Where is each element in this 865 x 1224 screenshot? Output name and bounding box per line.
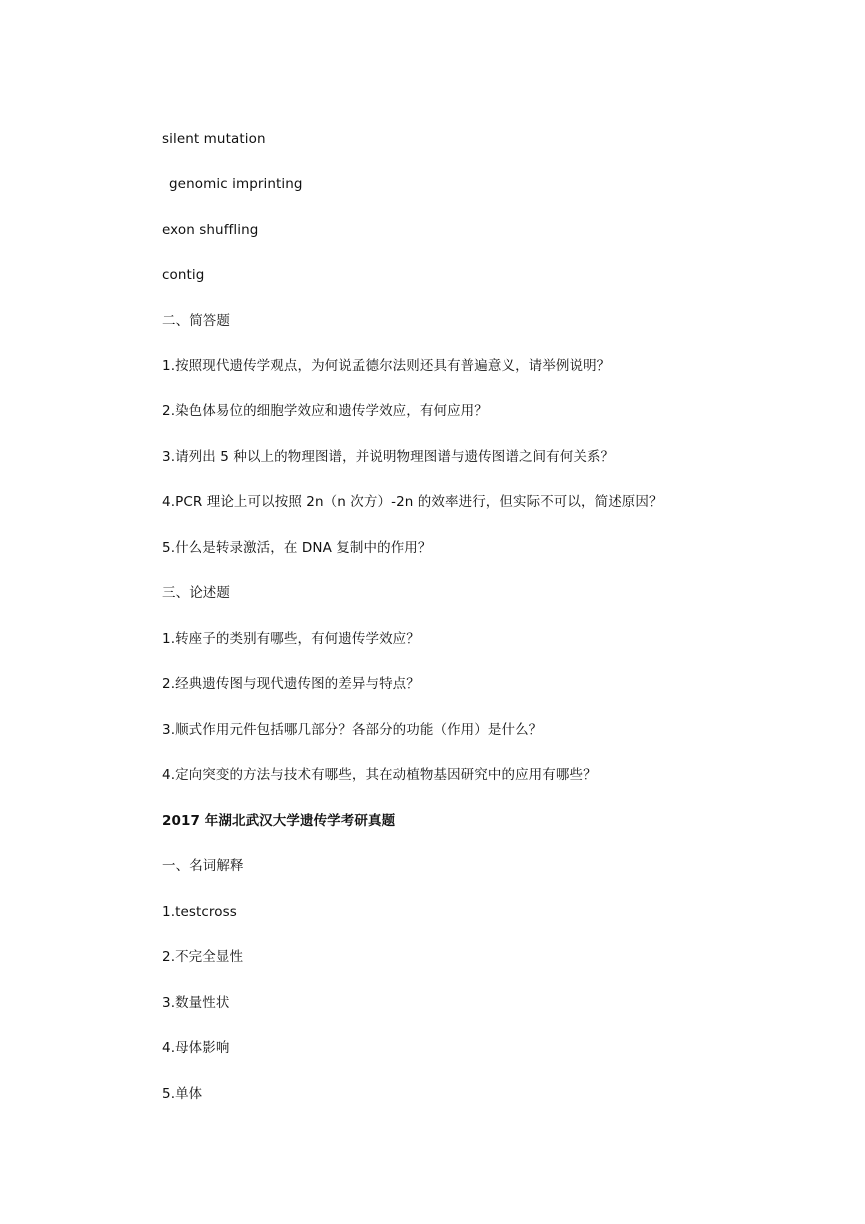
section-heading-definitions: 一、名词解释 xyxy=(162,858,244,874)
question-item: 2.染色体易位的细胞学效应和遗传学效应，有何应用？ xyxy=(162,403,488,419)
definition-item: 4.母体影响 xyxy=(162,1040,230,1056)
question-item: 1.转座子的类别有哪些，有何遗传学效应？ xyxy=(162,631,420,647)
question-item: 2.经典遗传图与现代遗传图的差异与特点？ xyxy=(162,676,420,692)
definition-item: 1.testcross xyxy=(162,904,237,920)
term-exon-shuffling: exon shuffling xyxy=(162,222,259,238)
question-item: 3.顺式作用元件包括哪几部分？各部分的功能（作用）是什么？ xyxy=(162,722,543,738)
question-item: 4.PCR 理论上可以按照 2n（n 次方）-2n 的效率进行，但实际不可以，简述原因？ xyxy=(162,494,663,510)
question-item: 5.什么是转录激活，在 DNA 复制中的作用？ xyxy=(162,540,432,556)
question-item: 1.按照现代遗传学观点，为何说孟德尔法则还具有普遍意义，请举例说明？ xyxy=(162,358,611,374)
term-contig: contig xyxy=(162,267,205,283)
term-silent-mutation: silent mutation xyxy=(162,131,266,147)
section-heading-essay: 三、论述题 xyxy=(162,585,230,601)
term-genomic-imprinting: genomic imprinting xyxy=(169,176,303,192)
definition-item: 2.不完全显性 xyxy=(162,949,244,965)
question-item: 3.请列出 5 种以上的物理图谱，并说明物理图谱与遗传图谱之间有何关系？ xyxy=(162,449,615,465)
section-heading-short-answer: 二、简答题 xyxy=(162,313,230,329)
exam-title: 2017 年湖北武汉大学遗传学考研真题 xyxy=(162,813,396,829)
question-item: 4.定向突变的方法与技术有哪些，其在动植物基因研究中的应用有哪些？ xyxy=(162,767,597,783)
definition-item: 3.数量性状 xyxy=(162,995,230,1011)
definition-item: 5.单体 xyxy=(162,1086,203,1102)
